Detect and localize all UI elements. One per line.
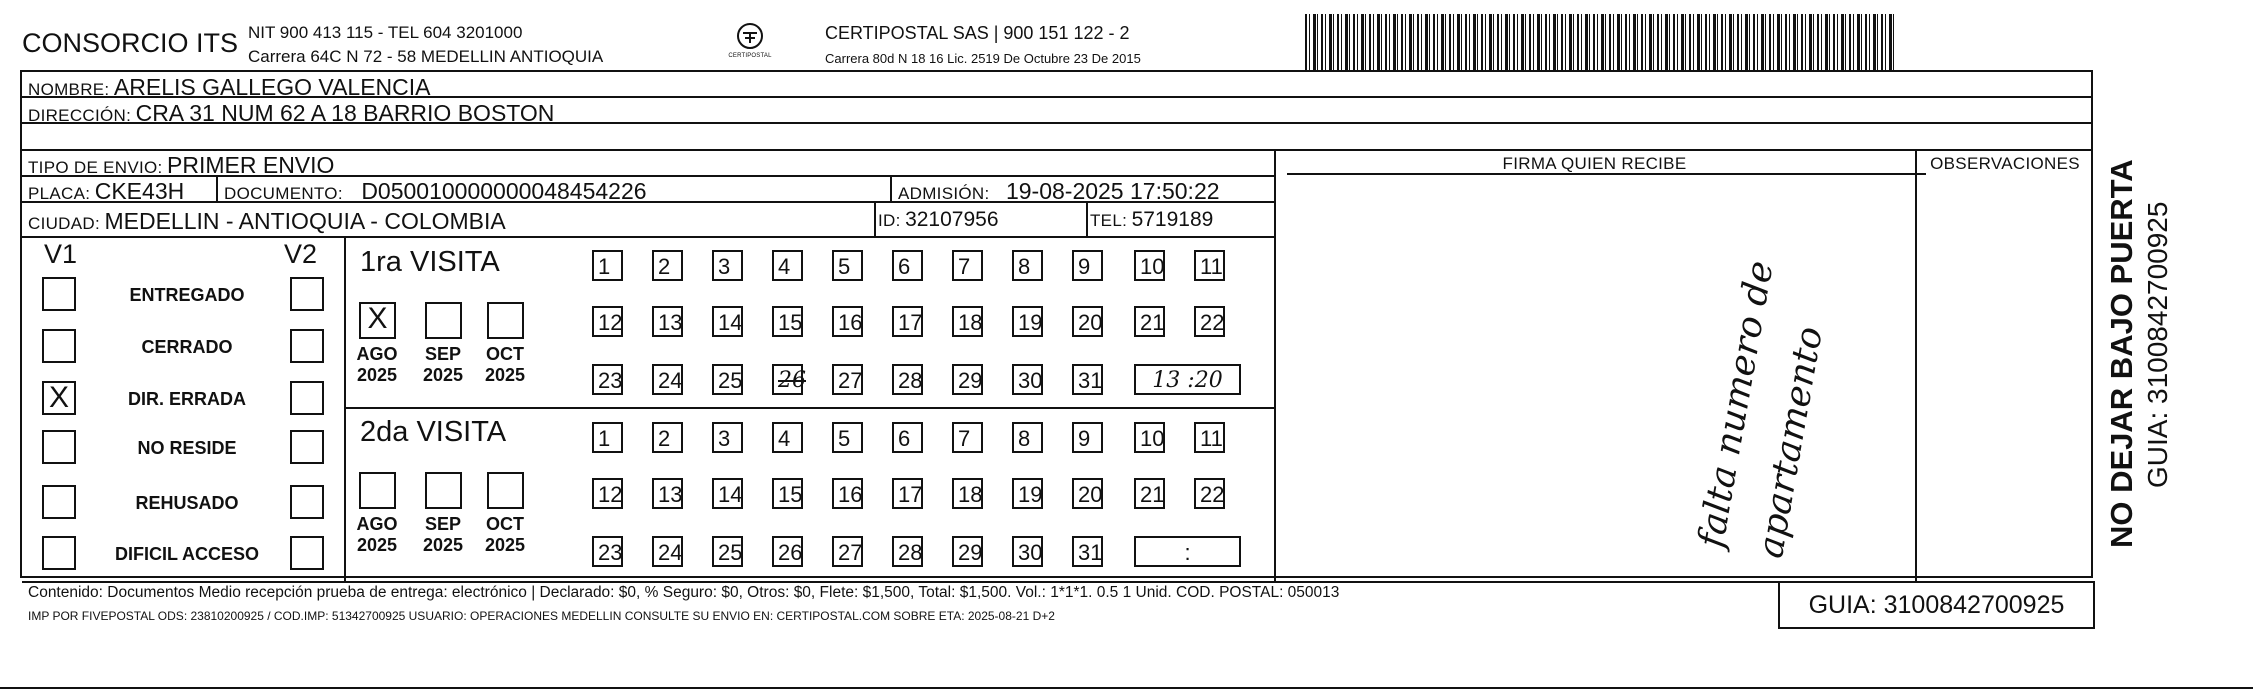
month-year: 2025: [356, 365, 398, 385]
visit2-day-box[interactable]: 31: [1072, 536, 1103, 567]
visit1-day-box[interactable]: 14: [712, 306, 743, 337]
visit1-day-box[interactable]: 10: [1134, 250, 1165, 281]
admision-label: ADMISIÓN:: [898, 184, 990, 203]
visit1-day-box[interactable]: 25: [712, 364, 743, 395]
admision-row: [898, 178, 1220, 205]
visit1-day-box[interactable]: 26: [772, 364, 803, 395]
visit1-day-box[interactable]: 5: [832, 250, 863, 281]
visit2-day-box[interactable]: 5: [832, 422, 863, 453]
visit1-time-field[interactable]: 13 :20: [1134, 364, 1241, 395]
visit1-day-box[interactable]: 11: [1194, 250, 1225, 281]
visit2-day-box[interactable]: 26: [772, 536, 803, 567]
status-label: NO RESIDE: [137, 438, 237, 458]
direccion-row: [28, 100, 554, 127]
visit1-day-box[interactable]: 23: [592, 364, 623, 395]
v1-label: V1: [44, 239, 78, 269]
firma-label: FIRMA QUIEN RECIBE: [1502, 154, 1687, 173]
visit2-day-box[interactable]: 2: [652, 422, 683, 453]
visit2-month-checkbox[interactable]: [487, 472, 524, 509]
visit1-day-box[interactable]: 6: [892, 250, 923, 281]
visit1-month-label: [418, 344, 468, 386]
status-v1-checkbox[interactable]: [42, 277, 76, 311]
id-value: 32107956: [905, 208, 999, 231]
visit2-title: 2da VISITA: [360, 416, 507, 448]
visit2-day-box[interactable]: 18: [952, 478, 983, 509]
visit2-day-box[interactable]: 11: [1194, 422, 1225, 453]
visit2-month-label: [352, 514, 402, 556]
visit1-day-box[interactable]: 1: [592, 250, 623, 281]
tel-row: [1090, 208, 1213, 232]
visit1-day-box[interactable]: 19: [1012, 306, 1043, 337]
status-v2-checkbox[interactable]: [290, 277, 324, 311]
month-name: AGO: [356, 344, 398, 364]
admision-value: 19-08-2025 17:50:22: [1005, 178, 1220, 204]
visit1-day-box[interactable]: 9: [1072, 250, 1103, 281]
month-year: 2025: [422, 535, 464, 555]
visit1-day-box[interactable]: 22: [1194, 306, 1225, 337]
placa-row: [28, 178, 184, 205]
visit2-day-box[interactable]: 24: [652, 536, 683, 567]
nombre-value: ARELIS GALLEGO VALENCIA: [113, 74, 431, 100]
month-name: OCT: [486, 344, 524, 364]
placa-label: PLACA:: [28, 184, 91, 203]
visit1-day-box[interactable]: 31: [1072, 364, 1103, 395]
month-name: OCT: [486, 514, 524, 534]
visit2-day-box[interactable]: 4: [772, 422, 803, 453]
delivery-form: [20, 70, 2093, 623]
visit2-day-box[interactable]: 20: [1072, 478, 1103, 509]
visit1-day-box[interactable]: 15: [772, 306, 803, 337]
footer-content: Contenido: Documentos Medio recepción prueba de entrega: electrónico | Declarado: $0, % Seguro: $0, Otros: $0, Flete: $1,500, Total: $1,500. Vol.: 1*1*1. 0.5 1 Unid. COD. POSTAL: 050013: [28, 584, 1340, 601]
tel-value: 5719189: [1131, 208, 1214, 231]
visit1-month-checkbox[interactable]: [425, 302, 462, 339]
observaciones-label: OBSERVACIONES: [1930, 154, 2080, 173]
visit2-month-label: [480, 514, 530, 556]
visit1-month-checkbox[interactable]: [487, 302, 524, 339]
documento-label: DOCUMENTO:: [224, 184, 343, 203]
visit1-day-box[interactable]: 27: [832, 364, 863, 395]
visit1-day-box[interactable]: 28: [892, 364, 923, 395]
visit1-day-box[interactable]: 4: [772, 250, 803, 281]
company-name: CONSORCIO ITS: [22, 28, 239, 58]
tipo-envio-value: PRIMER ENVIO: [167, 152, 335, 178]
visit1-day-box[interactable]: 24: [652, 364, 683, 395]
visit1-day-box[interactable]: 20: [1072, 306, 1103, 337]
visit1-day-box[interactable]: 18: [952, 306, 983, 337]
visit2-day-box[interactable]: 17: [892, 478, 923, 509]
month-year: 2025: [356, 535, 398, 555]
month-year: 2025: [484, 535, 526, 555]
barcode: [1305, 14, 1897, 70]
company-address: Carrera 64C N 72 - 58 MEDELLIN ANTIOQUIA: [248, 47, 604, 66]
status-label: CERRADO: [141, 337, 233, 357]
status-v2-checkbox[interactable]: [290, 485, 324, 519]
visit2-time-field[interactable]: :: [1134, 536, 1241, 567]
direccion-value: CRA 31 NUM 62 A 18 BARRIO BOSTON: [135, 100, 555, 126]
nombre-label: NOMBRE:: [28, 80, 110, 99]
status-v1-checkbox[interactable]: [42, 430, 76, 464]
ciudad-label: CIUDAD:: [28, 214, 100, 233]
ciudad-row: [28, 208, 506, 235]
visit1-day-box[interactable]: 7: [952, 250, 983, 281]
month-year: 2025: [422, 365, 464, 385]
visit1-title: 1ra VISITA: [360, 246, 500, 278]
visit1-day-box[interactable]: 16: [832, 306, 863, 337]
month-year: 2025: [484, 365, 526, 385]
visit1-day-box[interactable]: 12: [592, 306, 623, 337]
visit2-day-box[interactable]: 8: [1012, 422, 1043, 453]
certipostal-logo: [720, 22, 780, 68]
visit2-day-box[interactable]: 9: [1072, 422, 1103, 453]
visit2-day-box[interactable]: 16: [832, 478, 863, 509]
visit2-month-label: [418, 514, 468, 556]
visit2-day-box[interactable]: 10: [1134, 422, 1165, 453]
status-v2-checkbox[interactable]: [290, 430, 324, 464]
visit1-month-checkbox[interactable]: X: [359, 302, 396, 339]
tel-label: TEL:: [1090, 211, 1128, 230]
visit2-day-box[interactable]: 29: [952, 536, 983, 567]
certipostal-license: Carrera 80d N 18 16 Lic. 2519 De Octubre 23 De 2015: [825, 51, 1141, 66]
status-v2-checkbox[interactable]: [290, 381, 324, 415]
visit2-day-box[interactable]: 19: [1012, 478, 1043, 509]
documento-row: [224, 178, 647, 205]
status-label: ENTREGADO: [129, 285, 245, 305]
month-name: AGO: [356, 514, 398, 534]
visit1-day-box[interactable]: 3: [712, 250, 743, 281]
footer-guia-box: [1778, 581, 2095, 629]
status-v2-checkbox[interactable]: [290, 536, 324, 570]
visit1-month-label: [352, 344, 402, 386]
certipostal-info: CERTIPOSTAL SAS | 900 151 122 - 2: [825, 23, 1130, 43]
v2-label: V2: [284, 239, 318, 269]
id-label: ID:: [878, 211, 901, 230]
status-label: DIR. ERRADA: [127, 389, 246, 409]
visit2-day-box[interactable]: 25: [712, 536, 743, 567]
status-v1-checkbox[interactable]: [42, 329, 76, 363]
month-name: SEP: [424, 514, 462, 534]
month-name: SEP: [424, 344, 462, 364]
footer-guia: GUIA: 3100842700925: [1808, 591, 2065, 619]
tipo-envio-label: TIPO DE ENVIO:: [28, 158, 163, 177]
side-warning: NO DEJAR BAJO PUERTA: [2104, 159, 2139, 548]
visit2-day-box[interactable]: 14: [712, 478, 743, 509]
status-label: DIFICIL ACCESO: [114, 544, 259, 564]
visit2-day-box[interactable]: 23: [592, 536, 623, 567]
observaciones-handwriting: falta numero de apartamento: [1690, 257, 1831, 562]
visit2-day-box[interactable]: 22: [1194, 478, 1225, 509]
visit2-month-checkbox[interactable]: [425, 472, 462, 509]
company-nit: NIT 900 413 115 - TEL 604 3201000: [248, 23, 523, 42]
visit2-day-box[interactable]: 3: [712, 422, 743, 453]
visit1-day-box[interactable]: 21: [1134, 306, 1165, 337]
visit1-day-box[interactable]: 30: [1012, 364, 1043, 395]
status-v2-checkbox[interactable]: [290, 329, 324, 363]
visit2-day-box[interactable]: 12: [592, 478, 623, 509]
visit2-day-box[interactable]: 21: [1134, 478, 1165, 509]
visit1-day-box[interactable]: 8: [1012, 250, 1043, 281]
visit2-day-box[interactable]: 7: [952, 422, 983, 453]
visit1-day-box[interactable]: 2: [652, 250, 683, 281]
visit2-day-box[interactable]: 15: [772, 478, 803, 509]
status-label: REHUSADO: [135, 493, 239, 513]
nombre-row: [28, 74, 431, 101]
direccion-label: DIRECCIÓN:: [28, 106, 132, 125]
side-guia: GUIA: 3100842700925: [2142, 201, 2173, 488]
footer-imp: IMP POR FIVEPOSTAL ODS: 23810200925 / COD.IMP: 51342700925 USUARIO: OPERACIONES MEDELLIN CONSULTE SU ENVIO EN: CERTIPOSTAL.COM SOBRE ETA: 2025-08-21 D+2: [28, 609, 1055, 623]
status-v1-checkbox[interactable]: [42, 536, 76, 570]
documento-value: D050010000000048454226: [361, 178, 647, 204]
logo-text: CERTIPOSTAL: [728, 53, 772, 59]
logo-emblem-icon: [735, 22, 765, 50]
visit2-month-checkbox[interactable]: [359, 472, 396, 509]
tipo-envio-row: [28, 152, 334, 179]
visit2-day-box[interactable]: 27: [832, 536, 863, 567]
visit2-day-box[interactable]: 28: [892, 536, 923, 567]
status-v1-checkbox[interactable]: X: [42, 381, 76, 415]
visit1-day-box[interactable]: 29: [952, 364, 983, 395]
status-v1-checkbox[interactable]: [42, 485, 76, 519]
visit1-day-box[interactable]: 13: [652, 306, 683, 337]
visit1-month-label: [480, 344, 530, 386]
ciudad-value: MEDELLIN - ANTIOQUIA - COLOMBIA: [104, 208, 506, 234]
visit1-day-box[interactable]: 17: [892, 306, 923, 337]
page-bottom-line: [0, 687, 2253, 689]
placa-value: CKE43H: [94, 178, 185, 204]
visit2-day-box[interactable]: 1: [592, 422, 623, 453]
visit2-day-box[interactable]: 13: [652, 478, 683, 509]
visit2-day-box[interactable]: 6: [892, 422, 923, 453]
visit2-day-box[interactable]: 30: [1012, 536, 1043, 567]
id-row: [878, 208, 999, 232]
